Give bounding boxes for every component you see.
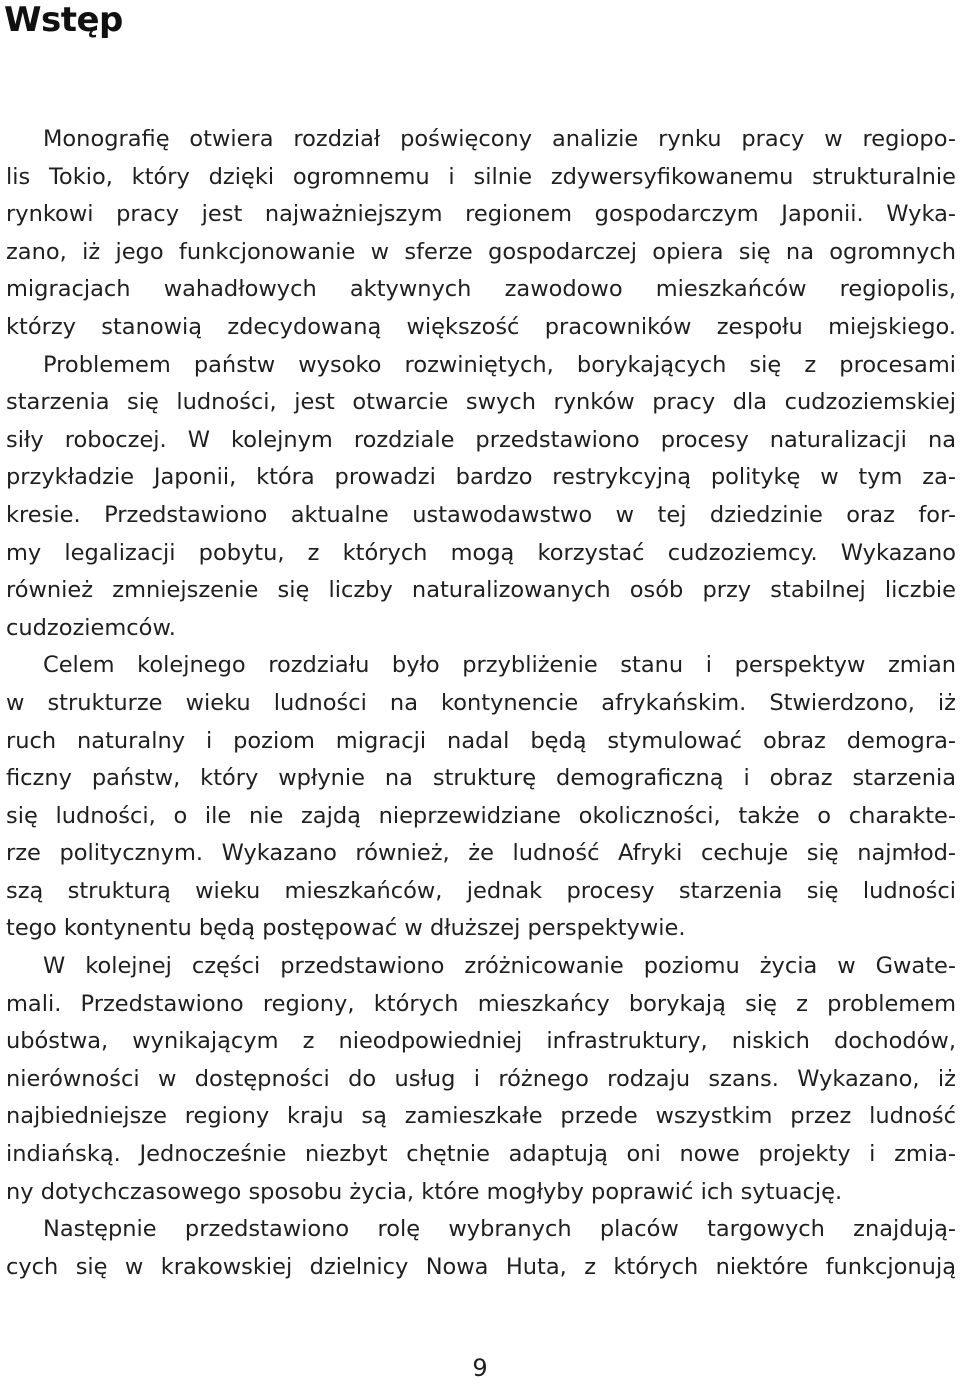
page-title: Wstęp (4, 0, 123, 40)
body-text (6, 121, 956, 1286)
text-line: Monografię otwiera rozdział poświęcony analizie rynku pracy w regiopo- (43, 126, 956, 152)
text-line: ficzny państw, który wpłynie na strukturę demograficzną i obraz starzenia (6, 765, 956, 792)
text-line: cudzoziemców. (6, 614, 176, 641)
page-number: 9 (472, 1354, 488, 1382)
text-line: przykładzie Japonii, która prowadzi bardzo restrykcyjną politykę w tym za- (6, 464, 956, 491)
text-line: cych się w krakowskiej dzielnicy Nowa Huta, z których niektóre funkcjonują (6, 1253, 956, 1280)
text-line: tego kontynentu będą postępować w dłuższej perspektywie. (6, 915, 686, 942)
text-line: W kolejnej części przedstawiono zróżnicowanie poziomu życia w Gwate- (43, 953, 956, 980)
text-line: ubóstwa, wynikającym z nieodpowiedniej infrastruktury, niskich dochodów, (6, 1028, 956, 1055)
text-line: my legalizacji pobytu, z których mogą korzystać cudzoziemcy. Wykazano (6, 539, 956, 566)
text-line: ruch naturalny i poziom migracji nadal będą stymulować obraz demogra- (6, 727, 956, 754)
text-line: indiańską. Jednocześnie niezbyt chętnie adaptują oni nowe projekty i zmia- (6, 1141, 956, 1168)
text-line: Celem kolejnego rozdziału było przybliżenie stanu i perspektyw zmian (43, 652, 956, 679)
text-line: najbiedniejsze regiony kraju są zamieszkałe przede wszystkim przez ludność (6, 1103, 956, 1130)
text-line: mali. Przedstawiono regiony, których mieszkańcy borykają się z problemem (6, 990, 956, 1017)
text-line: starzenia się ludności, jest otwarcie swych rynków pracy dla cudzoziemskiej (6, 389, 956, 416)
text-line: zano, iż jego funkcjonowanie w sferze gospodarczej opiera się na ogromnych (6, 238, 956, 265)
text-line: szą strukturą wieku mieszkańców, jednak procesy starzenia się ludności (6, 877, 956, 904)
text-line: kresie. Przedstawiono aktualne ustawodawstwo w tej dziedzinie oraz for- (6, 501, 956, 528)
text-line: również zmniejszenie się liczby naturalizowanych osób przy stabilnej liczbie (6, 577, 956, 604)
text-line: się ludności, o ile nie zajdą nieprzewidziane okoliczności, także o charakte- (6, 802, 956, 829)
text-line: którzy stanowią zdecydowaną większość pracowników zespołu miejskiego. (6, 313, 956, 340)
text-line: rynkowi pracy jest najważniejszym regionem gospodarczym Japonii. Wyka- (6, 201, 956, 228)
text-line: ny dotychczasowego sposobu życia, które mogłyby poprawić ich sytuację. (6, 1178, 843, 1205)
text-line: rze politycznym. Wykazano również, że ludność Afryki cechuje się najmłod- (6, 840, 956, 867)
text-line: nierówności w dostępności do usług i różnego rodzaju szans. Wykazano, iż (6, 1065, 956, 1092)
text-line: w strukturze wieku ludności na kontynencie afrykańskim. Stwierdzono, iż (6, 689, 956, 716)
text-line: Problemem państw wysoko rozwiniętych, borykających się z procesami (43, 351, 956, 378)
text-line: migracjach wahadłowych aktywnych zawodowo mieszkańców regiopolis, (6, 276, 956, 303)
text-line: siły roboczej. W kolejnym rozdziale przedstawiono procesy naturalizacji na (6, 426, 956, 453)
text-line: Następnie przedstawiono rolę wybranych placów targowych znajdują- (43, 1216, 956, 1243)
text-line: lis Tokio, który dzięki ogromnemu i silnie zdywersyfikowanemu strukturalnie (6, 163, 956, 190)
